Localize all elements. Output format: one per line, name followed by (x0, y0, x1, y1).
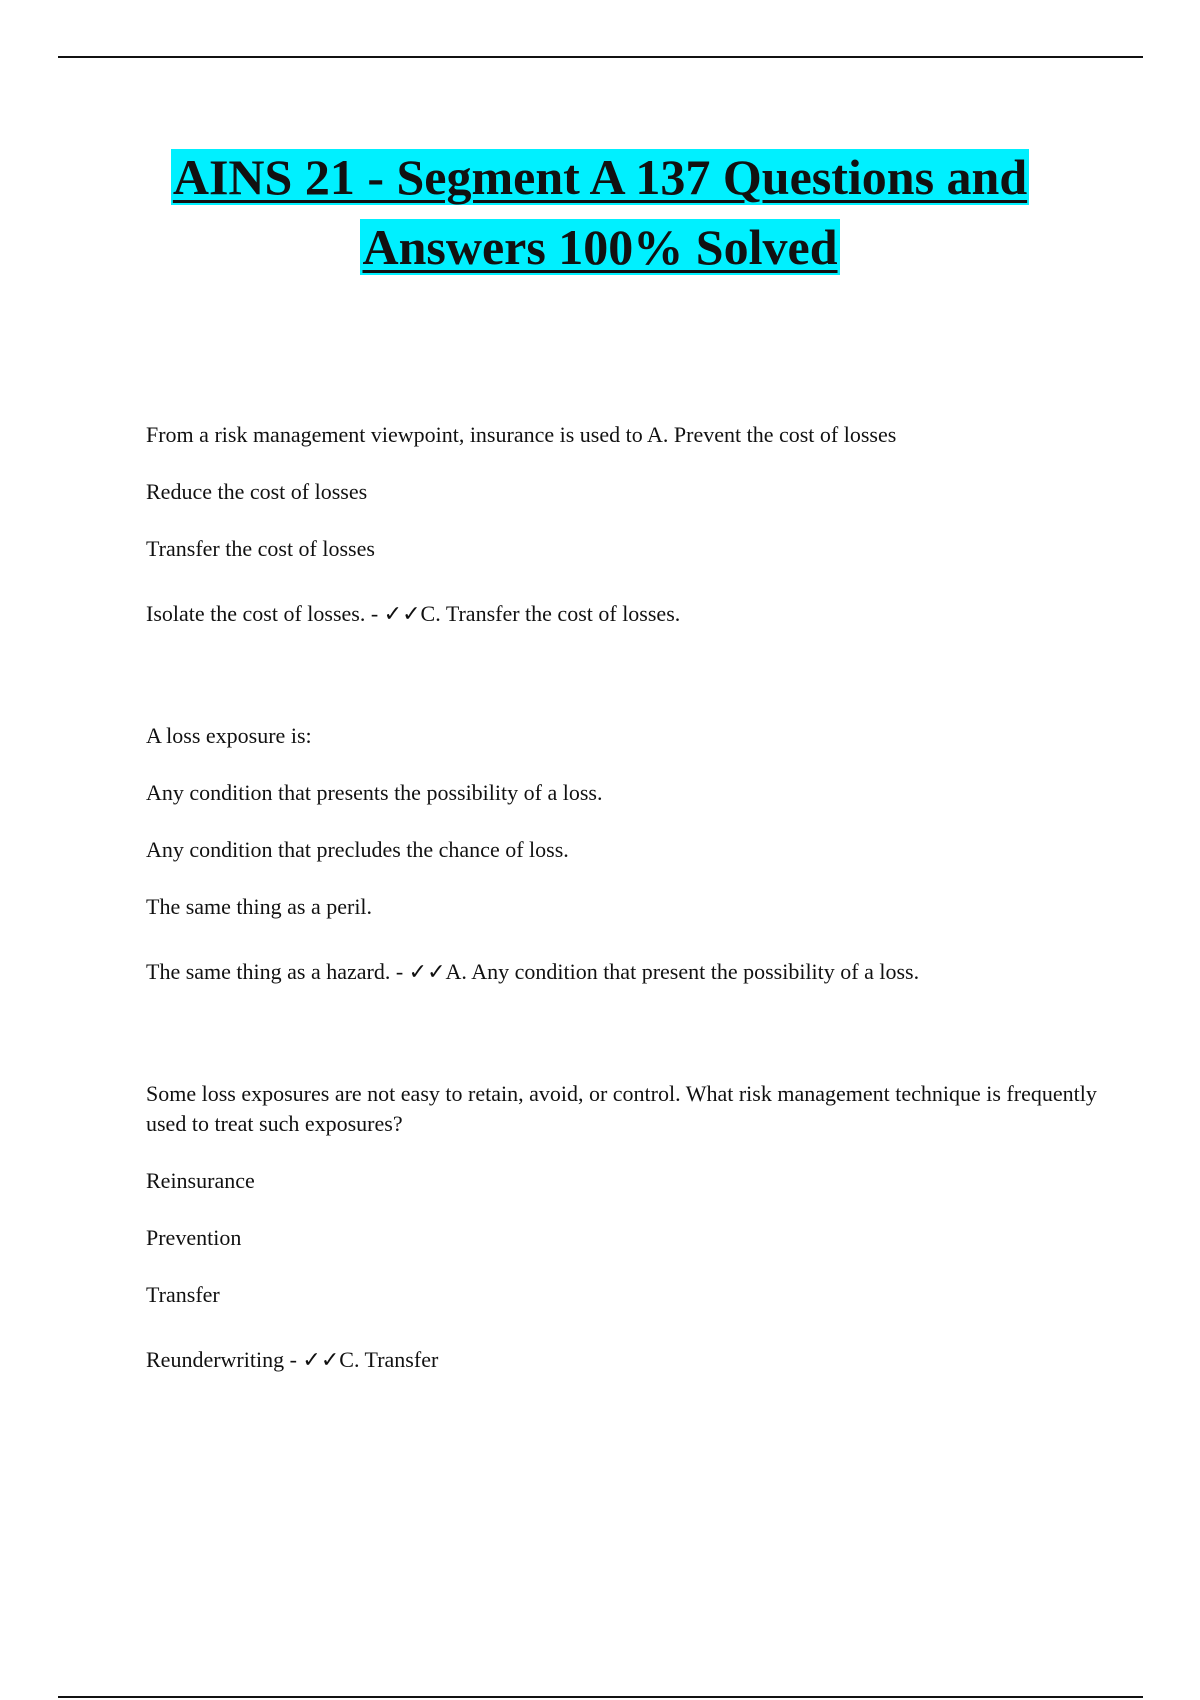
document-title (0, 142, 1200, 282)
option-text: Reinsurance (146, 1168, 255, 1193)
qa-content (146, 420, 1106, 1467)
option-text: The same thing as a peril. (146, 894, 373, 919)
answer-line: Isolate the cost of losses. - ✓✓C. Transfer the cost of losses. (146, 601, 681, 626)
title-line-1: AINS 21 - Segment A 137 Questions and (172, 149, 1028, 205)
question-text: From a risk management viewpoint, insurance is used to A. Prevent the cost of losses (146, 422, 897, 447)
title-line-2: Answers 100% Solved (362, 219, 838, 275)
option-text: Prevention (146, 1225, 242, 1250)
option-text: Any condition that presents the possibility of a loss. (146, 780, 603, 805)
option-text: Any condition that precludes the chance of loss. (146, 837, 569, 862)
option-text: Reduce the cost of losses (146, 479, 368, 504)
answer-line: Reunderwriting - ✓✓C. Transfer (146, 1347, 439, 1372)
option-text: Transfer the cost of losses (146, 536, 375, 561)
top-rule (58, 56, 1143, 58)
question-text: A loss exposure is: (146, 723, 312, 748)
qa-item-2 (146, 721, 1106, 987)
bottom-rule (58, 1696, 1143, 1698)
option-text: Transfer (146, 1282, 220, 1307)
question-text: Some loss exposures are not easy to retain, avoid, or control. What risk management technique is frequently used to treat such exposures? (146, 1081, 1097, 1136)
qa-item-1 (146, 420, 1106, 629)
qa-item-3 (146, 1079, 1106, 1375)
answer-line: The same thing as a hazard. - ✓✓A. Any condition that present the possibility of a loss. (146, 959, 920, 984)
